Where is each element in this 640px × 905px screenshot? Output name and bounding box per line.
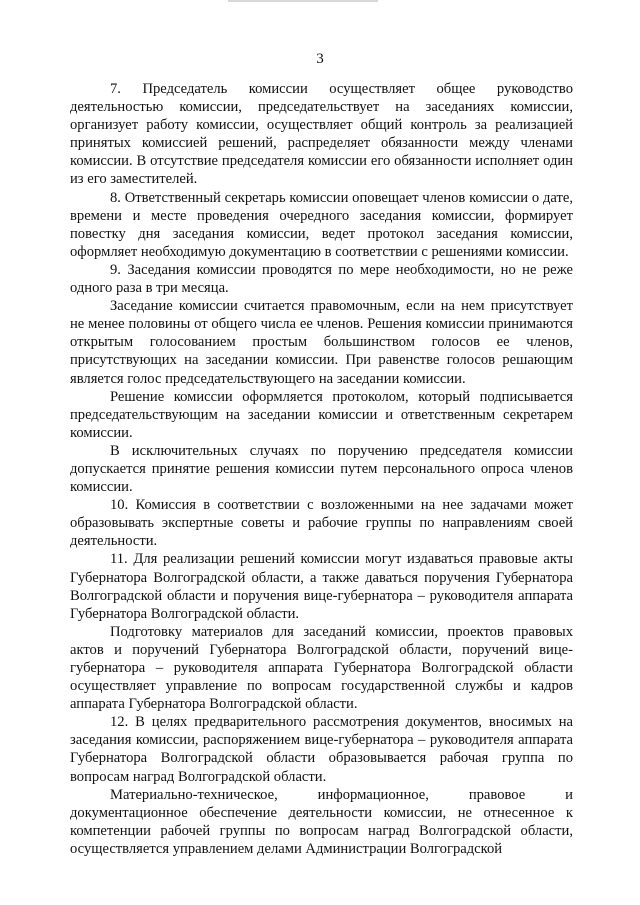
scan-edge-mark: [228, 0, 378, 2]
paragraph-quorum: Заседание комиссии считается правомочным, если на нем присутствует не менее половины от общего числа ее членов. Решения комиссии принимаются открытым голосованием простым большинством голосов ее членов, присутствующих на заседании комиссии. При равенстве голосов решающим является голос председательствующего на заседании комиссии.: [70, 298, 573, 387]
paragraph-personal-poll: В исключительных случаях по поручению председателя комиссии допускается принятие решения комиссии путем персонального опроса членов комиссии.: [70, 442, 573, 496]
paragraph-8-secretary-duties: 8. Ответственный секретарь комиссии оповещает членов комиссии о дате, времени и месте проведения очередного заседания комиссии, формирует повестку дня заседания комиссии, ведет протокол заседания комиссии, оформляет необходимую документацию в соответствии с решениями комиссии.: [70, 189, 573, 260]
paragraph-12-working-group: 12. В целях предварительного рассмотрения документов, вносимых на заседания комиссии, распоряжением вице-губернатора – руководителя аппарата Губернатора Волгоградской области образовывается рабочая группа по вопросам наград Волгоградской области.: [70, 714, 573, 785]
paragraph-protocol: Решение комиссии оформляется протоколом, который подписывается председательствующим на заседании комиссии и ответственным секретарем комиссии.: [70, 388, 573, 441]
paragraph-10-expert-councils: 10. Комиссия в соответствии с возложенными на нее задачами может образовывать экспертные советы и рабочие группы по направлениям своей деятельности.: [70, 497, 573, 550]
paragraph-7-chairman-duties: 7. Председатель комиссии осуществляет общее руководство деятельностью комиссии, председательствует на заседаниях комиссии, организует работу комиссии, осуществляет общий контроль за реализацией принятых комиссией решений, распределяет обязанности между членами комиссии. В отсутствие председателя комиссии его обязанности исполняет один из его заместителей.: [70, 81, 573, 188]
paragraph-materials-preparation: Подготовку материалов для заседаний комиссии, проектов правовых актов и поручений Губернатора Волгоградской области, поручений вице-губернатора – руководителя аппарата Губернатора Волгоградской области осуществляет управление по вопросам государственной службы и кадров аппарата Губернатора Волгоградской области.: [70, 623, 573, 713]
paragraph-9-meeting-frequency: 9. Заседания комиссии проводятся по мере необходимости, но не реже одного раза в три месяца.: [70, 261, 573, 297]
page-number: 3: [316, 51, 324, 67]
paragraph-support: Материально-техническое, информационное, правовое и документационное обеспечение деятельности комиссии, не отнесенное к компетенции рабочей группы по вопросам наград Волгоградской области, осуществляется управлением делами Администрации Волгоградской: [70, 786, 573, 857]
document-body: [70, 80, 573, 858]
paragraph-11-legal-acts: 11. Для реализации решений комиссии могут издаваться правовые акты Губернатора Волгоградской области, а также даваться поручения Губернатора Волгоградской области и поручения вице-губернатора – руководителя аппарата Губернатора Волгоградской области.: [70, 551, 573, 622]
